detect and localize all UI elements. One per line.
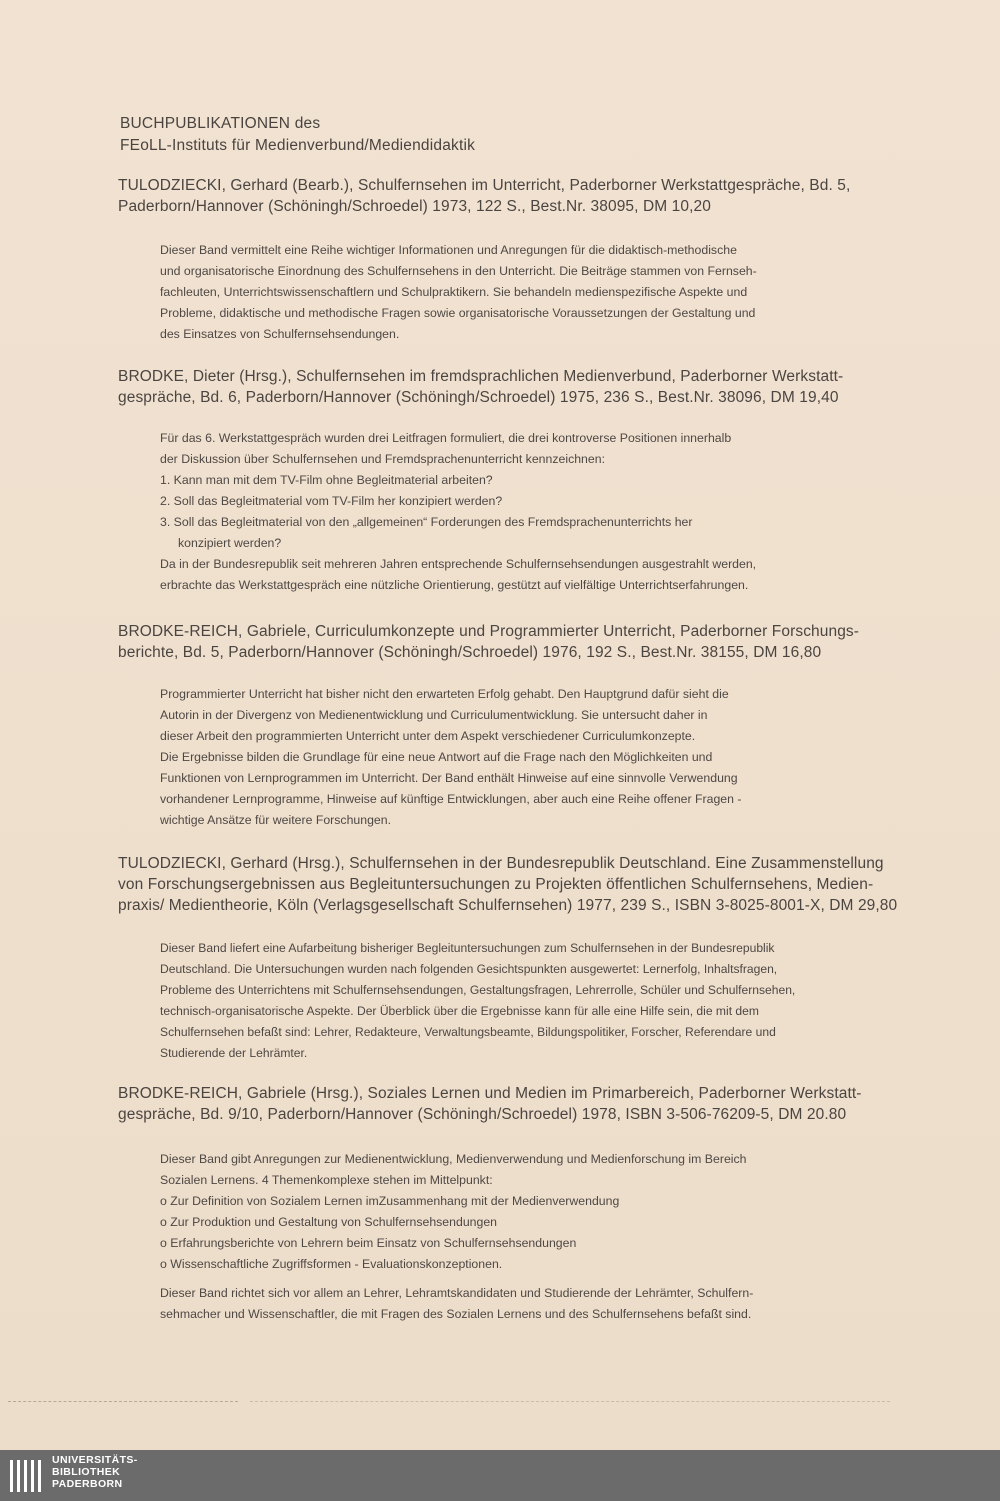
publication-entry (118, 175, 918, 345)
logo-line: UNIVERSITÄTS- (52, 1454, 138, 1466)
description (160, 428, 860, 596)
logo-line: BIBLIOTHEK (52, 1466, 121, 1478)
citation-line: BRODKE, Dieter (Hrsg.), Schulfernsehen im fremdsprachlichen Medienverbund, Paderborner Werkstatt- (118, 368, 844, 385)
publication-entry (118, 853, 918, 1064)
description (160, 684, 860, 831)
description-line: konzipiert werden? (178, 536, 282, 550)
fold-line-right (250, 1401, 890, 1402)
description-line: Probleme des Unterrichtens mit Schulfernsehsendungen, Gestaltungsfragen, Lehrerrolle, Schüler und Schulfernsehen, (160, 983, 796, 997)
citation (118, 175, 918, 217)
description-line: 2. Soll das Begleitmaterial vom TV-Film her konzipiert werden? (160, 494, 503, 508)
description-line: o Zur Produktion und Gestaltung von Schulfernsehsendungen (160, 1215, 498, 1229)
description-line: fachleuten, Unterrichtswissenschaftlern und Schulpraktikern. Sie behandeln medienspezifische Aspekte und (160, 285, 748, 299)
description-line: und organisatorische Einordnung des Schulfernsehens in den Unterricht. Die Beiträge stammen von Fernseh- (160, 264, 757, 278)
description-line: des Einsatzes von Schulfernsehsendungen. (160, 327, 400, 341)
library-footer (0, 1450, 1000, 1501)
description-line: o Wissenschaftliche Zugriffsformen - Evaluationskonzeptionen. (160, 1257, 503, 1271)
citation-line: BRODKE-REICH, Gabriele, Curriculumkonzepte und Programmierter Unterricht, Paderborner Forschungs- (118, 623, 860, 640)
description-line: Studierende der Lehrämter. (160, 1046, 308, 1060)
citation-line: praxis/ Medientheorie, Köln (Verlagsgesellschaft Schulfernsehen) 1977, 239 S., ISBN 3-8025-8001-X, DM 29,80 (118, 897, 898, 914)
description-line: technisch-organisatorische Aspekte. Der Überblick über die Ergebnisse kann für alle eine Hilfe sein, die mit dem (160, 1004, 759, 1018)
description-line: dieser Arbeit den programmierten Unterricht unter dem Aspekt verschiedener Curriculumkonzepte. (160, 729, 696, 743)
heading-line-2: FEoLL-Instituts für Medienverbund/Mediendidaktik (120, 137, 476, 154)
description-line: Für das 6. Werkstattgespräch wurden drei Leitfragen formuliert, die drei kontroverse Positionen innerhalb (160, 431, 732, 445)
heading-line-1: BUCHPUBLIKATIONEN des (120, 115, 321, 132)
citation-line: TULODZIECKI, Gerhard (Bearb.), Schulfernsehen im Unterricht, Paderborner Werkstattgespräche, Bd. 5, (118, 177, 851, 194)
publication-entry (118, 366, 918, 596)
description-line: 3. Soll das Begleitmaterial von den „allgemeinen“ Forderungen des Fremdsprachenunterrichts her (160, 515, 693, 529)
description-line: 1. Kann man mit dem TV-Film ohne Begleitmaterial arbeiten? (160, 473, 493, 487)
citation (118, 621, 918, 663)
citation-line: Paderborn/Hannover (Schöningh/Schroedel) 1973, 122 S., Best.Nr. 38095, DM 10,20 (118, 198, 711, 215)
page-heading (120, 113, 475, 157)
description-line: Probleme, didaktische und methodische Fragen sowie organisatorische Voraussetzungen der Gestaltung und (160, 306, 756, 320)
description-line: o Zur Definition von Sozialem Lernen imZusammenhang mit der Medienverwendung (160, 1194, 620, 1208)
description-line: Dieser Band liefert eine Aufarbeitung bisheriger Begleituntersuchungen zum Schulfernsehen in der Bundesrepublik (160, 941, 775, 955)
publication-entry (118, 1083, 918, 1325)
citation-line: gespräche, Bd. 6, Paderborn/Hannover (Schöningh/Schroedel) 1975, 236 S., Best.Nr. 38096, DM 19,40 (118, 389, 839, 406)
description-line: Sozialen Lernens. 4 Themenkomplexe stehen im Mittelpunkt: (160, 1173, 493, 1187)
fold-line-left (8, 1401, 238, 1402)
citation (118, 853, 918, 916)
description-line: Dieser Band richtet sich vor allem an Lehrer, Lehramtskandidaten und Studierende der Lehrämter, Schulfern- (160, 1286, 754, 1300)
citation-line: TULODZIECKI, Gerhard (Hrsg.), Schulfernsehen in der Bundesrepublik Deutschland. Eine Zusammenstellung (118, 855, 884, 872)
description-line: Autorin in der Divergenz von Medienentwicklung und Curriculumentwicklung. Sie untersucht daher in (160, 708, 708, 722)
citation (118, 366, 918, 408)
description-line: Funktionen von Lernprogrammen im Unterricht. Der Band enthält Hinweise auf eine sinnvolle Verwendung (160, 771, 738, 785)
publication-entry (118, 621, 918, 831)
description-line: Dieser Band gibt Anregungen zur Medienentwicklung, Medienverwendung und Medienforschung im Bereich (160, 1152, 747, 1166)
description-line: Schulfernsehen befaßt sind: Lehrer, Redakteure, Verwaltungsbeamte, Bildungspolitiker, Forscher, Referendare und (160, 1025, 776, 1039)
description-line: Die Ergebnisse bilden die Grundlage für eine neue Antwort auf die Frage nach den Möglichkeiten und (160, 750, 713, 764)
description-line: Dieser Band vermittelt eine Reihe wichtiger Informationen und Anregungen für die didaktisch-methodische (160, 243, 737, 257)
description-line: Deutschland. Die Untersuchungen wurden nach folgenden Gesichtspunkten ausgewertet: Lernerfolg, Inhaltsfragen, (160, 962, 778, 976)
citation (118, 1083, 918, 1125)
description (160, 938, 900, 1064)
description-line: erbrachte das Werkstattgespräch eine nützliche Orientierung, gestützt auf vielfältige Unterrichtserfahrungen. (160, 578, 749, 592)
logo-line: PADERBORN (52, 1478, 123, 1490)
description-line: wichtige Ansätze für weitere Forschungen. (160, 813, 392, 827)
description (160, 1149, 860, 1325)
description (160, 240, 860, 345)
library-logo-text (52, 1454, 138, 1490)
library-logo-icon (8, 1456, 46, 1496)
description-line: Programmierter Unterricht hat bisher nicht den erwarteten Erfolg gehabt. Den Hauptgrund dafür sieht die (160, 687, 729, 701)
description-line: sehmacher und Wissenschaftler, die mit Fragen des Sozialen Lernens und des Schulfernsehens befaßt sind. (160, 1307, 752, 1321)
description-line: der Diskussion über Schulfernsehen und Fremdsprachenunterricht kennzeichnen: (160, 452, 605, 466)
description-line: o Erfahrungsberichte von Lehrern beim Einsatz von Schulfernsehsendungen (160, 1236, 577, 1250)
description-line: Da in der Bundesrepublik seit mehreren Jahren entsprechende Schulfernsehsendungen ausgestrahlt werden, (160, 557, 757, 571)
description-line: vorhandener Lernprogramme, Hinweise auf künftige Entwicklungen, aber auch eine Reihe offener Fragen - (160, 792, 742, 806)
citation-line: gespräche, Bd. 9/10, Paderborn/Hannover (Schöningh/Schroedel) 1978, ISBN 3-506-76209-5, DM 20.80 (118, 1106, 847, 1123)
citation-line: berichte, Bd. 5, Paderborn/Hannover (Schöningh/Schroedel) 1976, 192 S., Best.Nr. 38155, DM 16,80 (118, 644, 822, 661)
citation-line: BRODKE-REICH, Gabriele (Hrsg.), Soziales Lernen und Medien im Primarbereich, Paderborner Werkstatt- (118, 1085, 862, 1102)
citation-line: von Forschungsergebnissen aus Begleituntersuchungen zu Projekten öffentlichen Schulfernsehens, Medien- (118, 876, 874, 893)
